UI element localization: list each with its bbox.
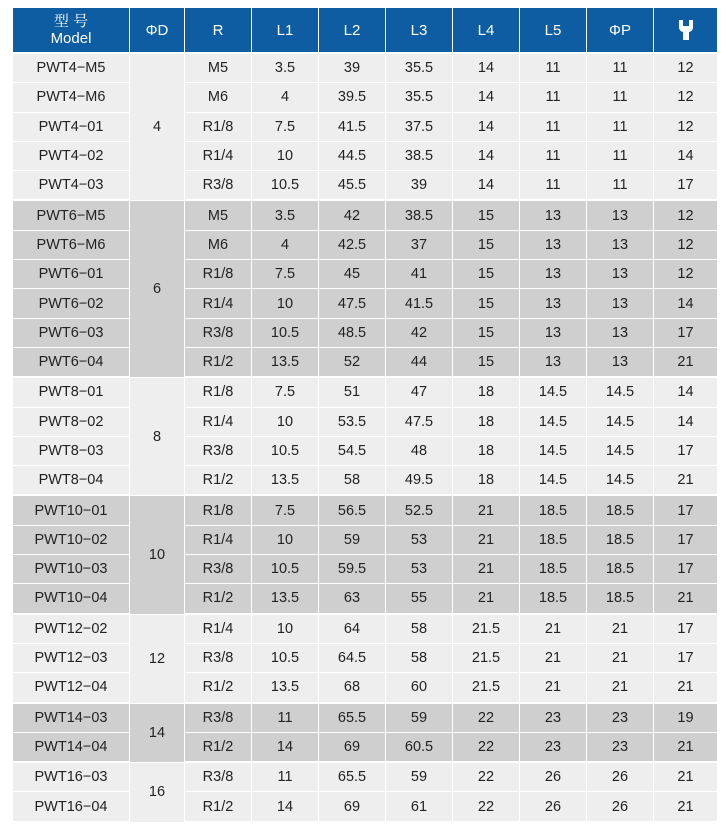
model-cell: PWT12−04 — [13, 673, 130, 703]
l4-cell: 14 — [453, 54, 520, 83]
w-cell: 17 — [654, 526, 717, 555]
w-cell: 14 — [654, 408, 717, 437]
spec-table-body — [13, 54, 717, 823]
r-cell: R1/8 — [185, 378, 252, 407]
w-cell: 17 — [654, 496, 717, 525]
l4-cell: 18 — [453, 466, 520, 496]
l5-cell: 11 — [520, 171, 587, 201]
p-cell: 14.5 — [587, 408, 654, 437]
table-row — [13, 496, 717, 525]
p-cell: 26 — [587, 763, 654, 792]
l2-cell: 58 — [319, 466, 386, 496]
l2-cell: 45.5 — [319, 171, 386, 201]
model-cell: PWT4−M5 — [13, 54, 130, 83]
diameter-cell: 12 — [130, 615, 185, 704]
r-cell: R3/8 — [185, 555, 252, 584]
diameter-cell: 4 — [130, 54, 185, 201]
l5-cell: 11 — [520, 83, 587, 112]
w-cell: 21 — [654, 792, 717, 822]
l3-cell: 58 — [386, 615, 453, 644]
l2-cell: 44.5 — [319, 142, 386, 171]
r-cell: M5 — [185, 54, 252, 83]
p-cell: 18.5 — [587, 526, 654, 555]
l3-cell: 47.5 — [386, 408, 453, 437]
r-cell: R1/8 — [185, 496, 252, 525]
l3-cell: 59 — [386, 763, 453, 792]
l1-cell: 10 — [252, 289, 319, 318]
table-row — [13, 201, 717, 230]
l3-cell: 53 — [386, 526, 453, 555]
w-cell: 12 — [654, 54, 717, 83]
l4-cell: 18 — [453, 378, 520, 407]
table-row — [13, 113, 717, 142]
l3-cell: 61 — [386, 792, 453, 822]
l2-cell: 42 — [319, 201, 386, 230]
l5-cell: 13 — [520, 319, 587, 348]
r-cell: R1/4 — [185, 289, 252, 318]
l2-cell: 68 — [319, 673, 386, 703]
model-cell: PWT6−M6 — [13, 231, 130, 260]
r-cell: R3/8 — [185, 319, 252, 348]
model-cell: PWT4−03 — [13, 171, 130, 201]
r-cell: R1/2 — [185, 466, 252, 496]
l2-cell: 42.5 — [319, 231, 386, 260]
p-cell: 14.5 — [587, 378, 654, 407]
l1-cell: 10.5 — [252, 319, 319, 348]
table-row — [13, 437, 717, 466]
l4-cell: 18 — [453, 408, 520, 437]
l3-cell: 60 — [386, 673, 453, 703]
header-p: ΦP — [587, 8, 654, 54]
r-cell: R1/2 — [185, 584, 252, 614]
l4-cell: 22 — [453, 792, 520, 822]
l2-cell: 65.5 — [319, 763, 386, 792]
w-cell: 17 — [654, 615, 717, 644]
w-cell: 12 — [654, 231, 717, 260]
l2-cell: 48.5 — [319, 319, 386, 348]
table-row — [13, 644, 717, 673]
r-cell: R3/8 — [185, 704, 252, 733]
l5-cell: 18.5 — [520, 555, 587, 584]
table-row — [13, 466, 717, 496]
l4-cell: 15 — [453, 289, 520, 318]
table-row — [13, 319, 717, 348]
l3-cell: 35.5 — [386, 83, 453, 112]
r-cell: R1/2 — [185, 792, 252, 822]
l1-cell: 13.5 — [252, 584, 319, 614]
model-cell: PWT14−03 — [13, 704, 130, 733]
model-cell: PWT10−01 — [13, 496, 130, 525]
model-cell: PWT10−02 — [13, 526, 130, 555]
w-cell: 19 — [654, 704, 717, 733]
l5-cell: 21 — [520, 615, 587, 644]
l5-cell: 21 — [520, 644, 587, 673]
table-row — [13, 555, 717, 584]
l2-cell: 64.5 — [319, 644, 386, 673]
table-row — [13, 348, 717, 378]
l3-cell: 55 — [386, 584, 453, 614]
l5-cell: 14.5 — [520, 378, 587, 407]
p-cell: 13 — [587, 289, 654, 318]
p-cell: 23 — [587, 704, 654, 733]
w-cell: 17 — [654, 171, 717, 201]
l2-cell: 47.5 — [319, 289, 386, 318]
header-r: R — [185, 8, 252, 54]
w-cell: 17 — [654, 319, 717, 348]
header-l4: L4 — [453, 8, 520, 54]
l1-cell: 3.5 — [252, 54, 319, 83]
p-cell: 13 — [587, 319, 654, 348]
table-row — [13, 763, 717, 792]
l1-cell: 10 — [252, 526, 319, 555]
header-l1: L1 — [252, 8, 319, 54]
l3-cell: 42 — [386, 319, 453, 348]
l2-cell: 63 — [319, 584, 386, 614]
l1-cell: 10 — [252, 142, 319, 171]
header-wrench — [654, 8, 717, 54]
w-cell: 21 — [654, 733, 717, 763]
l4-cell: 14 — [453, 142, 520, 171]
l1-cell: 11 — [252, 704, 319, 733]
p-cell: 18.5 — [587, 496, 654, 525]
l3-cell: 37.5 — [386, 113, 453, 142]
r-cell: R1/4 — [185, 142, 252, 171]
p-cell: 11 — [587, 113, 654, 142]
l3-cell: 47 — [386, 378, 453, 407]
l2-cell: 41.5 — [319, 113, 386, 142]
l3-cell: 49.5 — [386, 466, 453, 496]
header-model-cn: 型 号 — [53, 13, 89, 30]
model-cell: PWT4−01 — [13, 113, 130, 142]
r-cell: R1/2 — [185, 733, 252, 763]
header-d: ΦD — [130, 8, 185, 54]
table-row — [13, 733, 717, 763]
l1-cell: 14 — [252, 733, 319, 763]
table-row — [13, 142, 717, 171]
l5-cell: 13 — [520, 231, 587, 260]
l4-cell: 15 — [453, 319, 520, 348]
r-cell: M6 — [185, 83, 252, 112]
table-row — [13, 704, 717, 733]
model-cell: PWT4−02 — [13, 142, 130, 171]
l3-cell: 39 — [386, 171, 453, 201]
p-cell: 26 — [587, 792, 654, 822]
l4-cell: 21.5 — [453, 615, 520, 644]
l1-cell: 7.5 — [252, 113, 319, 142]
l1-cell: 11 — [252, 763, 319, 792]
table-row — [13, 260, 717, 289]
model-cell: PWT8−02 — [13, 408, 130, 437]
l3-cell: 48 — [386, 437, 453, 466]
l1-cell: 7.5 — [252, 260, 319, 289]
p-cell: 14.5 — [587, 466, 654, 496]
l5-cell: 13 — [520, 201, 587, 230]
p-cell: 14.5 — [587, 437, 654, 466]
model-cell: PWT12−03 — [13, 644, 130, 673]
l3-cell: 52.5 — [386, 496, 453, 525]
r-cell: R3/8 — [185, 763, 252, 792]
model-cell: PWT6−04 — [13, 348, 130, 378]
l5-cell: 14.5 — [520, 408, 587, 437]
l4-cell: 21 — [453, 555, 520, 584]
w-cell: 12 — [654, 113, 717, 142]
l5-cell: 26 — [520, 792, 587, 822]
r-cell: R3/8 — [185, 171, 252, 201]
table-row — [13, 584, 717, 614]
l2-cell: 39 — [319, 54, 386, 83]
model-cell: PWT6−01 — [13, 260, 130, 289]
r-cell: R1/2 — [185, 673, 252, 703]
l5-cell: 11 — [520, 54, 587, 83]
l2-cell: 69 — [319, 792, 386, 822]
l5-cell: 26 — [520, 763, 587, 792]
l4-cell: 14 — [453, 83, 520, 112]
table-row — [13, 673, 717, 703]
l3-cell: 58 — [386, 644, 453, 673]
header-model-en: Model — [50, 30, 92, 47]
w-cell: 17 — [654, 555, 717, 584]
l4-cell: 21 — [453, 526, 520, 555]
diameter-cell: 14 — [130, 704, 185, 764]
l3-cell: 37 — [386, 231, 453, 260]
l4-cell: 15 — [453, 260, 520, 289]
l1-cell: 10.5 — [252, 555, 319, 584]
l5-cell: 18.5 — [520, 584, 587, 614]
l4-cell: 21.5 — [453, 644, 520, 673]
l5-cell: 13 — [520, 260, 587, 289]
l3-cell: 38.5 — [386, 201, 453, 230]
model-cell: PWT8−04 — [13, 466, 130, 496]
l3-cell: 53 — [386, 555, 453, 584]
table-row — [13, 83, 717, 112]
p-cell: 11 — [587, 54, 654, 83]
l1-cell: 10.5 — [252, 171, 319, 201]
l5-cell: 18.5 — [520, 496, 587, 525]
model-cell: PWT14−04 — [13, 733, 130, 763]
model-cell: PWT8−01 — [13, 378, 130, 407]
header-l2: L2 — [319, 8, 386, 54]
l4-cell: 22 — [453, 763, 520, 792]
table-row — [13, 408, 717, 437]
l1-cell: 13.5 — [252, 466, 319, 496]
model-cell: PWT6−03 — [13, 319, 130, 348]
l2-cell: 59 — [319, 526, 386, 555]
diameter-cell: 8 — [130, 378, 185, 496]
w-cell: 14 — [654, 142, 717, 171]
l4-cell: 18 — [453, 437, 520, 466]
table-row — [13, 378, 717, 407]
l1-cell: 13.5 — [252, 348, 319, 378]
w-cell: 21 — [654, 348, 717, 378]
r-cell: R1/8 — [185, 260, 252, 289]
w-cell: 12 — [654, 260, 717, 289]
l1-cell: 3.5 — [252, 201, 319, 230]
l2-cell: 65.5 — [319, 704, 386, 733]
l4-cell: 15 — [453, 201, 520, 230]
l2-cell: 53.5 — [319, 408, 386, 437]
l2-cell: 52 — [319, 348, 386, 378]
w-cell: 12 — [654, 201, 717, 230]
l3-cell: 59 — [386, 704, 453, 733]
l4-cell: 21 — [453, 496, 520, 525]
l4-cell: 15 — [453, 231, 520, 260]
r-cell: R1/4 — [185, 615, 252, 644]
table-row — [13, 526, 717, 555]
l2-cell: 69 — [319, 733, 386, 763]
model-cell: PWT6−M5 — [13, 201, 130, 230]
p-cell: 13 — [587, 231, 654, 260]
table-row — [13, 792, 717, 822]
spec-table-container — [13, 8, 717, 823]
w-cell: 12 — [654, 83, 717, 112]
w-cell: 21 — [654, 584, 717, 614]
l1-cell: 7.5 — [252, 378, 319, 407]
model-cell: PWT4−M6 — [13, 83, 130, 112]
l3-cell: 38.5 — [386, 142, 453, 171]
l2-cell: 64 — [319, 615, 386, 644]
l1-cell: 4 — [252, 231, 319, 260]
p-cell: 11 — [587, 142, 654, 171]
l4-cell: 14 — [453, 113, 520, 142]
table-row — [13, 289, 717, 318]
l3-cell: 60.5 — [386, 733, 453, 763]
p-cell: 21 — [587, 615, 654, 644]
w-cell: 21 — [654, 673, 717, 703]
r-cell: R1/8 — [185, 113, 252, 142]
header-l5: L5 — [520, 8, 587, 54]
l5-cell: 18.5 — [520, 526, 587, 555]
l3-cell: 35.5 — [386, 54, 453, 83]
w-cell: 21 — [654, 466, 717, 496]
w-cell: 21 — [654, 763, 717, 792]
l2-cell: 54.5 — [319, 437, 386, 466]
p-cell: 11 — [587, 171, 654, 201]
p-cell: 13 — [587, 201, 654, 230]
p-cell: 23 — [587, 733, 654, 763]
p-cell: 21 — [587, 673, 654, 703]
l5-cell: 11 — [520, 142, 587, 171]
w-cell: 17 — [654, 644, 717, 673]
diameter-cell: 10 — [130, 496, 185, 614]
l5-cell: 11 — [520, 113, 587, 142]
l1-cell: 4 — [252, 83, 319, 112]
l2-cell: 56.5 — [319, 496, 386, 525]
r-cell: R1/2 — [185, 348, 252, 378]
l5-cell: 23 — [520, 733, 587, 763]
l4-cell: 15 — [453, 348, 520, 378]
r-cell: M5 — [185, 201, 252, 230]
l3-cell: 41 — [386, 260, 453, 289]
table-row — [13, 54, 717, 83]
r-cell: M6 — [185, 231, 252, 260]
r-cell: R3/8 — [185, 437, 252, 466]
l2-cell: 39.5 — [319, 83, 386, 112]
wrench-icon — [676, 19, 696, 41]
model-cell: PWT16−03 — [13, 763, 130, 792]
diameter-cell: 6 — [130, 201, 185, 378]
l4-cell: 21 — [453, 584, 520, 614]
model-cell: PWT10−03 — [13, 555, 130, 584]
p-cell: 21 — [587, 644, 654, 673]
header-row — [13, 8, 717, 54]
model-cell: PWT8−03 — [13, 437, 130, 466]
l2-cell: 45 — [319, 260, 386, 289]
header-l3: L3 — [386, 8, 453, 54]
w-cell: 14 — [654, 378, 717, 407]
l1-cell: 10 — [252, 408, 319, 437]
l1-cell: 10.5 — [252, 437, 319, 466]
model-cell: PWT10−04 — [13, 584, 130, 614]
l1-cell: 14 — [252, 792, 319, 822]
p-cell: 13 — [587, 348, 654, 378]
l2-cell: 59.5 — [319, 555, 386, 584]
l5-cell: 13 — [520, 348, 587, 378]
l1-cell: 13.5 — [252, 673, 319, 703]
p-cell: 11 — [587, 83, 654, 112]
l4-cell: 14 — [453, 171, 520, 201]
diameter-cell: 16 — [130, 763, 185, 823]
table-row — [13, 615, 717, 644]
r-cell: R1/4 — [185, 408, 252, 437]
p-cell: 18.5 — [587, 584, 654, 614]
model-cell: PWT12−02 — [13, 615, 130, 644]
r-cell: R1/4 — [185, 526, 252, 555]
l1-cell: 7.5 — [252, 496, 319, 525]
model-cell: PWT6−02 — [13, 289, 130, 318]
w-cell: 17 — [654, 437, 717, 466]
l4-cell: 22 — [453, 733, 520, 763]
w-cell: 14 — [654, 289, 717, 318]
header-model — [13, 8, 130, 54]
l5-cell: 23 — [520, 704, 587, 733]
model-cell: PWT16−04 — [13, 792, 130, 822]
r-cell: R3/8 — [185, 644, 252, 673]
p-cell: 18.5 — [587, 555, 654, 584]
l1-cell: 10 — [252, 615, 319, 644]
table-row — [13, 231, 717, 260]
spec-table — [13, 8, 717, 823]
l5-cell: 13 — [520, 289, 587, 318]
l3-cell: 44 — [386, 348, 453, 378]
l2-cell: 51 — [319, 378, 386, 407]
l5-cell: 14.5 — [520, 437, 587, 466]
l5-cell: 21 — [520, 673, 587, 703]
l4-cell: 21.5 — [453, 673, 520, 703]
p-cell: 13 — [587, 260, 654, 289]
l4-cell: 22 — [453, 704, 520, 733]
l5-cell: 14.5 — [520, 466, 587, 496]
l1-cell: 10.5 — [252, 644, 319, 673]
l3-cell: 41.5 — [386, 289, 453, 318]
table-row — [13, 171, 717, 201]
